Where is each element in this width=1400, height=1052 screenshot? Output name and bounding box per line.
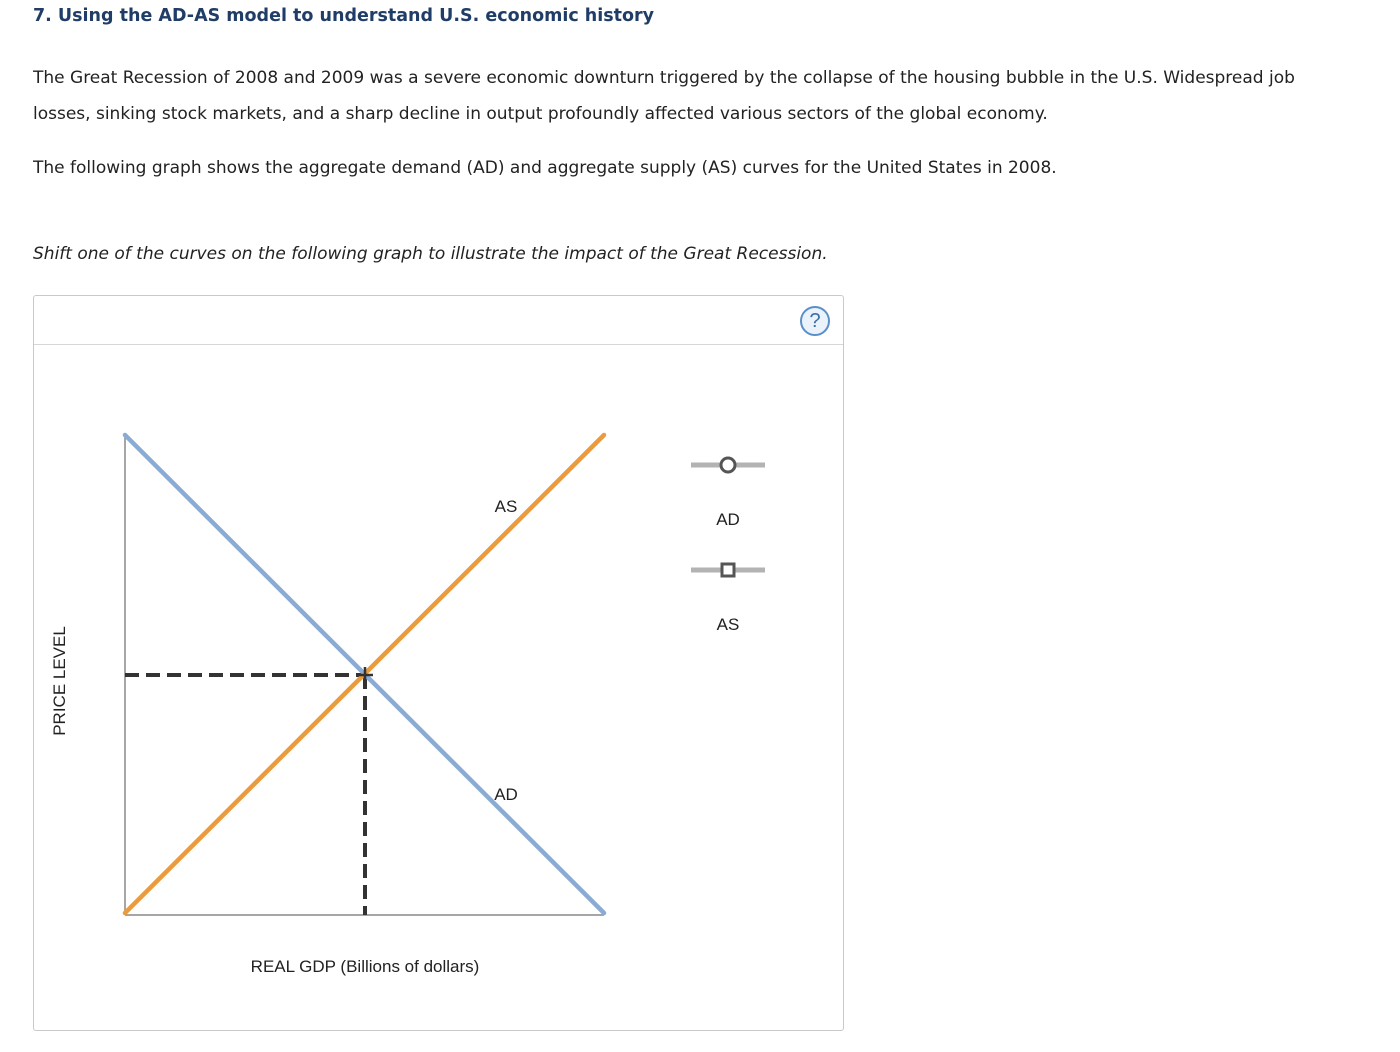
ad-tool-label: AD xyxy=(716,510,740,529)
y-axis-label: PRICE LEVEL xyxy=(50,626,69,736)
question-title: 7. Using the AD-AS model to understand U.S. economic history xyxy=(33,6,655,26)
instruction-text: Shift one of the curves on the following graph to illustrate the impact of the Great Recession. xyxy=(33,244,828,264)
question-mark-icon: ? xyxy=(809,310,821,332)
intro-paragraph-line-2: losses, sinking stock markets, and a sharp decline in output profoundly affected various sectors of the global economy. xyxy=(33,104,1048,124)
intro-paragraph-line-1: The Great Recession of 2008 and 2009 was a severe economic downturn triggered by the collapse of the housing bubble in the U.S. Widespread job xyxy=(33,68,1295,88)
ad-tool[interactable] xyxy=(691,458,765,529)
x-axis-label: REAL GDP (Billions of dollars) xyxy=(250,957,480,976)
square-handle-icon[interactable] xyxy=(722,564,734,576)
as-tool-label: AS xyxy=(716,615,740,634)
circle-handle-icon[interactable] xyxy=(721,458,735,472)
ad-as-graph xyxy=(34,296,842,1029)
as-tool[interactable] xyxy=(691,564,765,634)
graph-description: The following graph shows the aggregate demand (AD) and aggregate supply (AS) curves for the United States in 2008. xyxy=(33,158,1057,178)
intro-paragraph xyxy=(33,60,1400,132)
ad-curve-label: AD xyxy=(494,785,518,804)
graph-panel xyxy=(33,295,844,1031)
as-curve-label: AS xyxy=(494,497,518,516)
